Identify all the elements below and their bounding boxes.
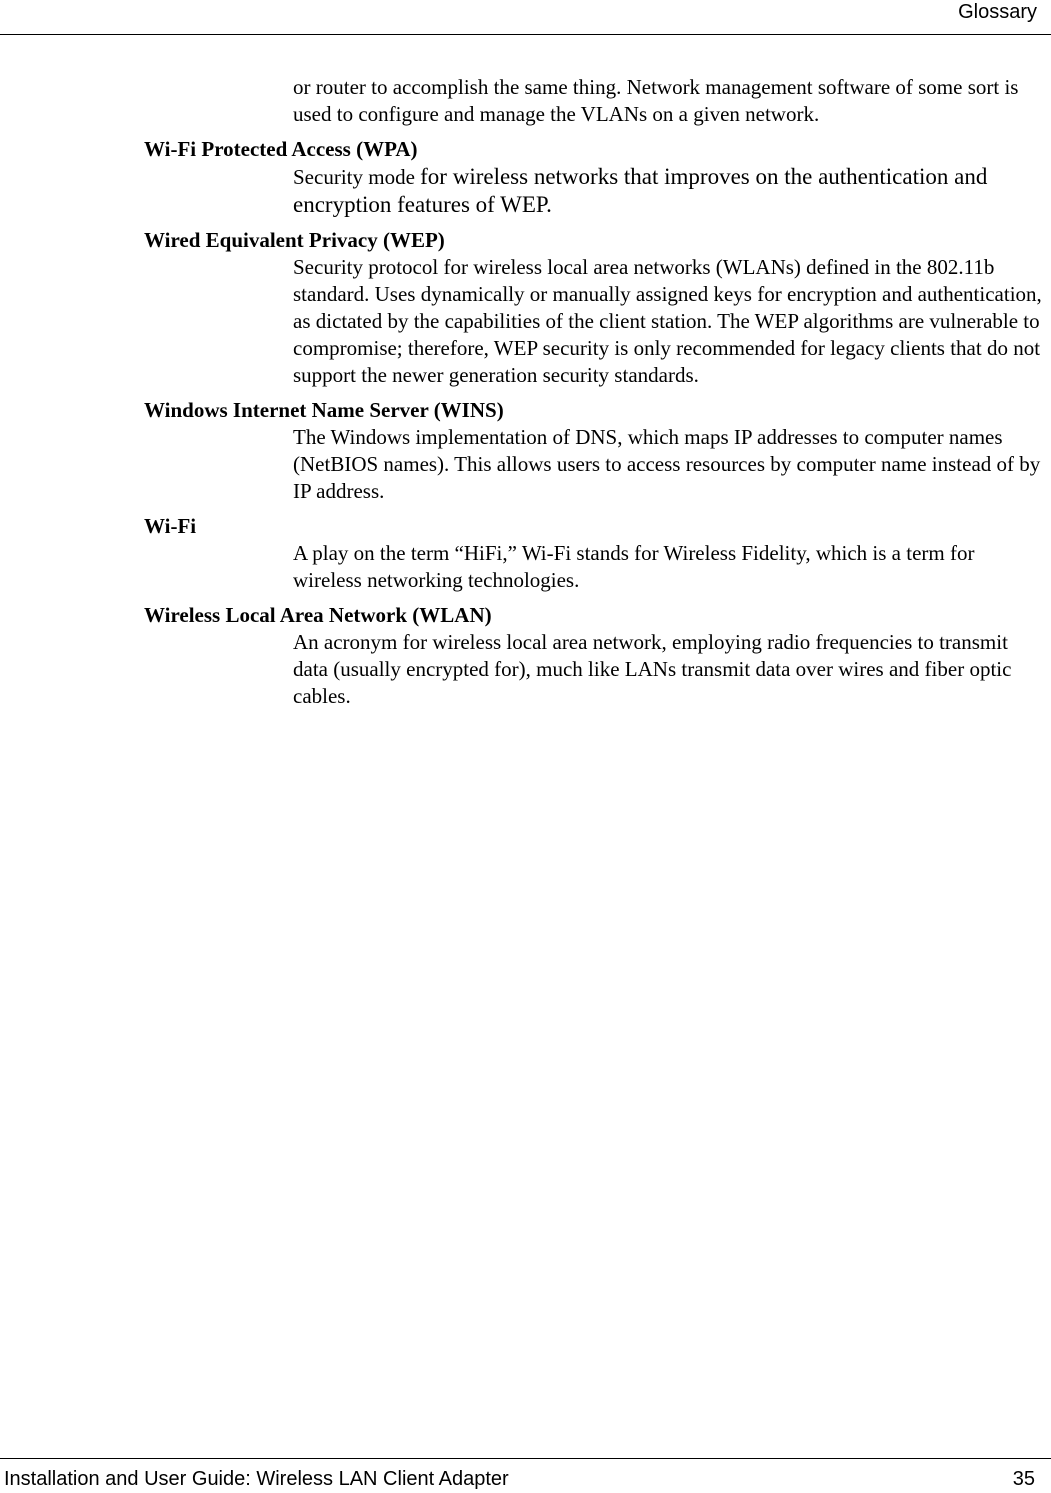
glossary-entry-wpa <box>0 136 1051 219</box>
glossary-term: Windows Internet Name Server (WINS) <box>144 398 504 422</box>
glossary-term: Wired Equivalent Privacy (WEP) <box>144 228 445 252</box>
glossary-entry-wlan <box>0 602 1051 710</box>
glossary-term: Wi-Fi <box>144 514 197 538</box>
glossary-definition: Security protocol for wireless local area networks (WLANs) defined in the 802.11b standard. Uses dynamically or manually assigned keys for encryption and authentication, as dictated by the capabilities of the client station. The WEP algorithms are vulnerable to compromise; therefore, WEP security is only recommended for legacy clients that do not support the newer generation security standards. <box>293 255 1042 387</box>
definition-lead: Security mode <box>293 165 421 189</box>
glossary-term: Wi-Fi Protected Access (WPA) <box>144 137 418 161</box>
glossary-content <box>0 74 1051 710</box>
definition-body: for wireless networks that improves on the authentication and encryption features of WEP. <box>293 164 988 217</box>
glossary-entry-wins <box>0 397 1051 505</box>
glossary-entry-wifi <box>0 513 1051 594</box>
document-title: Installation and User Guide: Wireless LAN Client Adapter <box>4 1468 509 1490</box>
glossary-definition: An acronym for wireless local area network, employing radio frequencies to transmit data (usually encrypted for), much like LANs transmit data over wires and fiber optic cables. <box>293 630 1012 708</box>
glossary-definition: The Windows implementation of DNS, which maps IP addresses to computer names (NetBIOS names). This allows users to access resources by computer name instead of by IP address. <box>293 425 1041 503</box>
section-title: Glossary <box>958 1 1037 23</box>
glossary-definition <box>293 163 1045 219</box>
page-footer <box>0 1458 1051 1493</box>
page-number: 35 <box>1012 1468 1035 1490</box>
glossary-definition: A play on the term “HiFi,” Wi-Fi stands for Wireless Fidelity, which is a term for wireless networking technologies. <box>293 541 975 592</box>
continuation-paragraph: or router to accomplish the same thing. Network management software of some sort is used to configure and manage the VLANs on a given network. <box>293 75 1019 126</box>
glossary-term: Wireless Local Area Network (WLAN) <box>144 603 492 627</box>
glossary-entry-wep <box>0 227 1051 389</box>
page-header <box>0 0 1051 35</box>
